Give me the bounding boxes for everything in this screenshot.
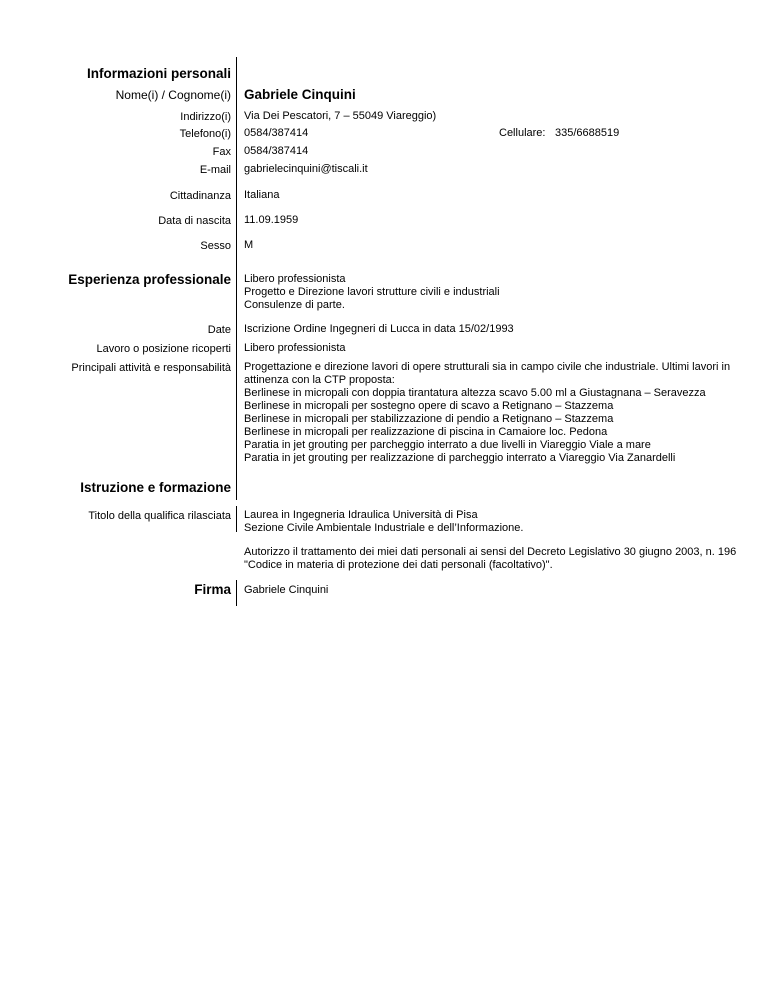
column-divider	[236, 57, 237, 500]
sex-value: M	[244, 239, 254, 251]
fax-label: Fax	[212, 146, 231, 158]
section-heading-experience: Esperienza professionale	[68, 272, 231, 287]
birth-value: 11.09.1959	[244, 214, 299, 226]
email-value: gabrielecinquini@tiscali.it	[244, 163, 368, 175]
full-name: Gabriele Cinquini	[244, 87, 356, 102]
privacy-consent	[244, 546, 736, 572]
qualification-label: Titolo della qualifica rilasciata	[88, 510, 231, 522]
activity-line: Berlinese in micropali per realizzazione di piscina in Camaiore loc. Pedona	[244, 426, 608, 438]
activity-line: Paratia in jet grouting per realizzazione di parcheggio interrato a Viareggio Via Zanardelli	[244, 452, 676, 464]
address-label: Indirizzo(i)	[180, 111, 231, 123]
sex-label: Sesso	[200, 240, 231, 252]
section-heading-personal: Informazioni personali	[86, 66, 231, 81]
mobile-value: 335/6688519	[555, 127, 620, 139]
section-heading-education: Istruzione e formazione	[80, 480, 231, 495]
signature-label: Firma	[194, 582, 231, 597]
consent-line: Autorizzo il trattamento dei miei dati personali ai sensi del Decreto Legislativo 30 giugno 2003, n. 196	[244, 546, 737, 558]
experience-intro	[244, 273, 500, 312]
activity-line: Berlinese in micropali per stabilizzazione di pendio a Retignano – Stazzema	[244, 413, 614, 425]
activity-line: Progettazione e direzione lavori di opere strutturali sia in campo civile che industriale. Ultimi lavori in	[244, 361, 731, 373]
experience-intro-line: Consulenze di parte.	[244, 299, 345, 311]
date-label: Date	[207, 324, 231, 336]
signature-name: Gabriele Cinquini	[244, 584, 329, 596]
qualification-value	[244, 509, 523, 535]
qualification-line: Sezione Civile Ambientale Industriale e dell’Informazione.	[244, 522, 524, 534]
position-label: Lavoro o posizione ricoperti	[96, 343, 231, 355]
citizenship-label: Cittadinanza	[169, 190, 231, 202]
address-value: Via Dei Pescatori, 7 – 55049 Viareggio)	[244, 110, 437, 122]
email-label: E-mail	[199, 164, 231, 176]
experience-intro-line: Libero professionista	[244, 273, 346, 285]
qualification-line: Laurea in Ingegneria Idraulica Università di Pisa	[244, 509, 478, 521]
consent-line: "Codice in materia di protezione dei dati personali (facoltativo)".	[244, 559, 553, 571]
phone-value: 0584/387414	[244, 127, 309, 139]
experience-intro-line: Progetto e Direzione lavori strutture civili e industriali	[244, 286, 500, 298]
date-value: Iscrizione Ordine Ingegneri di Lucca in data 15/02/1993	[244, 323, 514, 335]
fax-value: 0584/387414	[244, 145, 309, 157]
mobile-label: Cellulare:	[499, 127, 546, 139]
name-label: Nome(i) / Cognome(i)	[115, 88, 231, 102]
column-divider	[236, 580, 237, 606]
column-divider	[236, 506, 237, 532]
activity-line: Paratia in jet grouting per parcheggio interrato a due livelli in Viareggio Viale a mare	[244, 439, 651, 451]
birth-label: Data di nascita	[158, 215, 231, 227]
phone-label: Telefono(i)	[179, 128, 231, 140]
activity-line: Berlinese in micropali per sostegno opere di scavo a Retignano – Stazzema	[244, 400, 614, 412]
activities-label: Principali attività e responsabilità	[71, 362, 231, 374]
activity-line: attinenza con la CTP proposta:	[244, 374, 395, 386]
citizenship-value: Italiana	[244, 189, 280, 201]
activity-line: Berlinese in micropali con doppia tirantatura altezza scavo 5.00 ml a Giustagnana – Seravezza	[244, 387, 706, 399]
activities-list	[244, 361, 730, 465]
position-value: Libero professionista	[244, 342, 346, 354]
